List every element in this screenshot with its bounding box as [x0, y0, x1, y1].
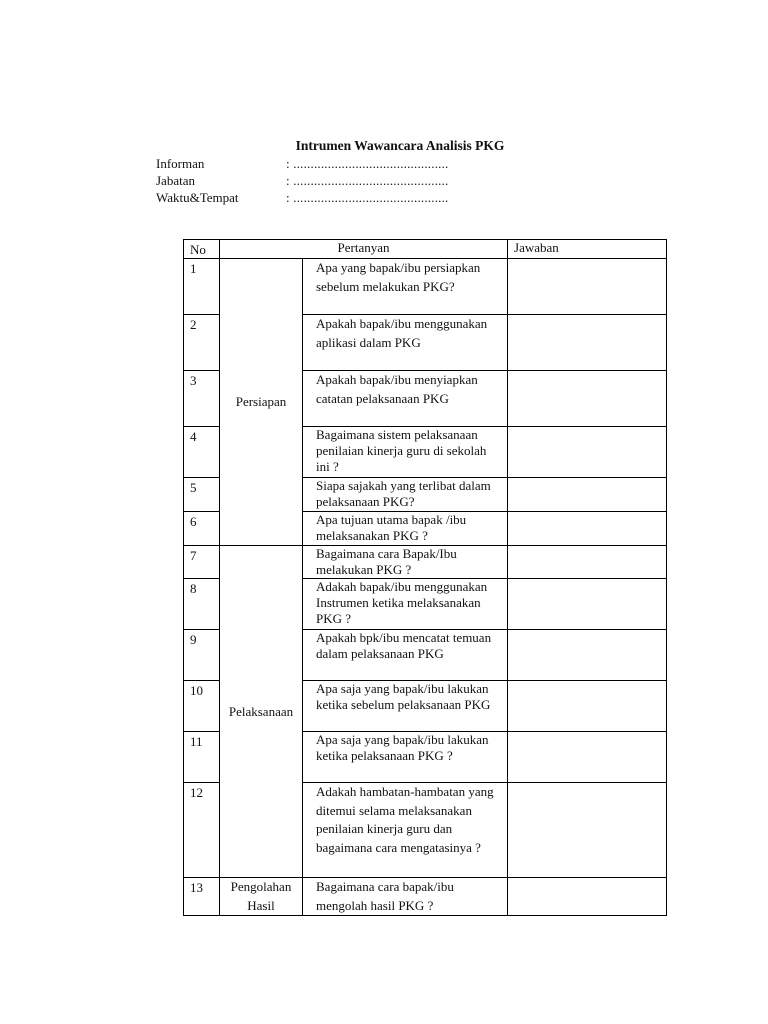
- row-number: 10: [184, 681, 220, 732]
- row-number: 2: [184, 315, 220, 371]
- row-number: 11: [184, 732, 220, 783]
- row-number: 13: [184, 878, 220, 916]
- informant-info: [156, 155, 449, 206]
- header-answer: Jawaban: [508, 240, 667, 259]
- answer-cell[interactable]: [508, 878, 667, 916]
- answer-cell[interactable]: [508, 579, 667, 630]
- answer-cell[interactable]: [508, 259, 667, 315]
- row-number: 3: [184, 371, 220, 427]
- header-question: Pertanyan: [220, 240, 508, 259]
- row-number: 6: [184, 512, 220, 546]
- interview-table: [183, 239, 667, 916]
- question-cell: Apakah bpk/ibu mencatat temuan dalam pelaksanaan PKG: [303, 630, 508, 681]
- row-number: 8: [184, 579, 220, 630]
- question-cell: Apakah bapak/ibu menyiapkan catatan pelaksanaan PKG: [303, 371, 508, 427]
- table-row: [184, 546, 667, 579]
- info-row-waktu-tempat: [156, 189, 449, 206]
- row-number: 4: [184, 427, 220, 478]
- row-number: 7: [184, 546, 220, 579]
- info-row-informan: [156, 155, 449, 172]
- info-value: : .............................................: [286, 190, 449, 205]
- info-label: Informan: [156, 156, 205, 171]
- aspect-pelaksanaan: Pelaksanaan: [220, 546, 303, 878]
- question-cell: Adakah hambatan-hambatan yang ditemui selama melaksanakan penilaian kinerja guru dan bagaimana cara mengatasinya ?: [303, 783, 508, 878]
- aspect-persiapan: Persiapan: [220, 259, 303, 546]
- answer-cell[interactable]: [508, 783, 667, 878]
- question-cell: Bagaimana cara bapak/ibu mengolah hasil PKG ?: [303, 878, 508, 916]
- question-cell: Bagaimana sistem pelaksanaan penilaian kinerja guru di sekolah ini ?: [303, 427, 508, 478]
- table-row: [184, 878, 667, 916]
- info-row-jabatan: [156, 172, 449, 189]
- answer-cell[interactable]: [508, 732, 667, 783]
- aspect-pengolahan-hasil: Pengolahan Hasil: [220, 878, 303, 916]
- answer-cell[interactable]: [508, 315, 667, 371]
- row-number: 9: [184, 630, 220, 681]
- answer-cell[interactable]: [508, 512, 667, 546]
- answer-cell[interactable]: [508, 478, 667, 512]
- table-header-row: [184, 240, 667, 259]
- row-number: 12: [184, 783, 220, 878]
- info-value: : .............................................: [286, 173, 449, 188]
- answer-cell[interactable]: [508, 630, 667, 681]
- header-no: No: [184, 240, 220, 259]
- table-row: [184, 259, 667, 315]
- question-cell: Apa tujuan utama bapak /ibu melaksanakan PKG ?: [303, 512, 508, 546]
- info-value: : .............................................: [286, 156, 449, 171]
- answer-cell[interactable]: [508, 371, 667, 427]
- row-number: 5: [184, 478, 220, 512]
- question-cell: Siapa sajakah yang terlibat dalam pelaksanaan PKG?: [303, 478, 508, 512]
- question-cell: Apa yang bapak/ibu persiapkan sebelum melakukan PKG?: [303, 259, 508, 315]
- answer-cell[interactable]: [508, 681, 667, 732]
- question-cell: Apa saja yang bapak/ibu lakukan ketika pelaksanaan PKG ?: [303, 732, 508, 783]
- question-cell: Bagaimana cara Bapak/Ibu melakukan PKG ?: [303, 546, 508, 579]
- question-cell: Apa saja yang bapak/ibu lakukan ketika sebelum pelaksanaan PKG: [303, 681, 508, 732]
- info-label: Waktu&Tempat: [156, 190, 239, 205]
- answer-cell[interactable]: [508, 546, 667, 579]
- info-label: Jabatan: [156, 173, 195, 188]
- row-number: 1: [184, 259, 220, 315]
- answer-cell[interactable]: [508, 427, 667, 478]
- document-title: Intrumen Wawancara Analisis PKG: [295, 138, 505, 153]
- question-cell: Apakah bapak/ibu menggunakan aplikasi dalam PKG: [303, 315, 508, 371]
- question-cell: Adakah bapak/ibu menggunakan Instrumen ketika melaksanakan PKG ?: [303, 579, 508, 630]
